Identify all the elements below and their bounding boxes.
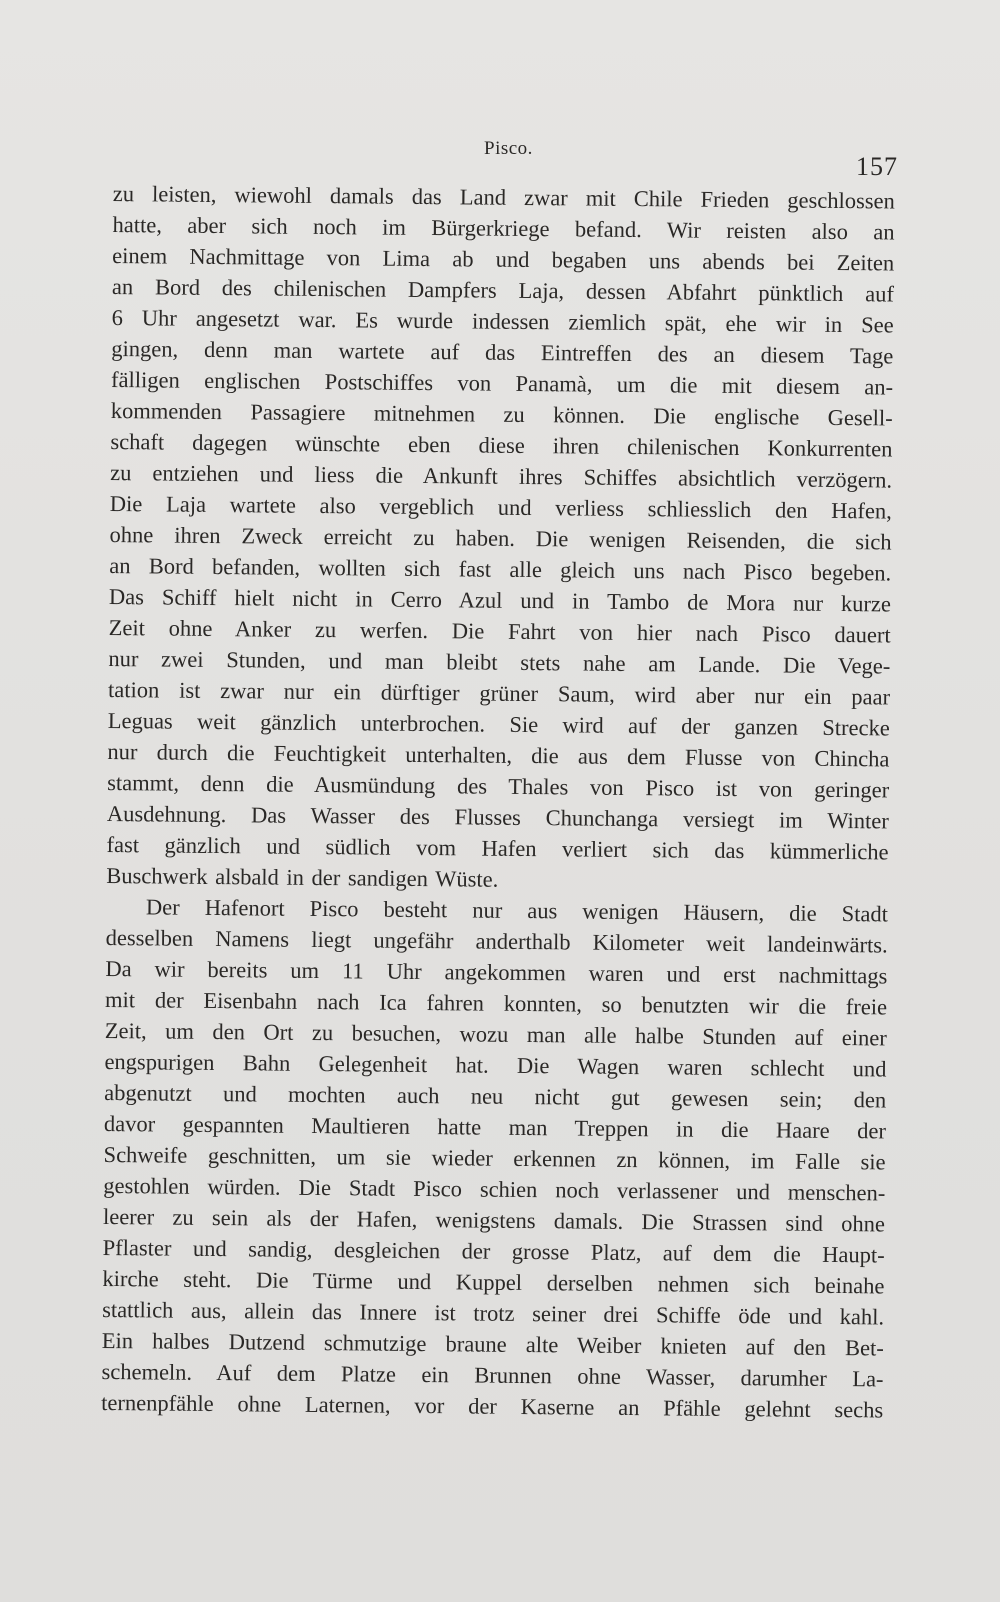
text-line: gingen, denn man wartete auf das Eintreffen des an diesem Tage <box>111 335 894 369</box>
text-line: kirche steht. Die Türme und Kuppel derselben nehmen sich beinahe <box>102 1265 885 1299</box>
text-line: davor gespannten Maultieren hatte man Treppen in die Haare der <box>103 1110 887 1144</box>
text-line: 6 Uhr angesetzt war. Es wurde indessen ziemlich spät, ehe wir in See <box>111 304 894 338</box>
text-line: fast gänzlich und südlich vom Hafen verliert sich das kümmerliche <box>106 831 889 865</box>
text-line: Ein halbes Dutzend schmutzige braune alte Weiber knieten auf den Bet- <box>101 1327 884 1361</box>
text-line: ternenpfähle ohne Laternen, vor der Kaserne an Pfähle gelehnt sechs <box>101 1389 884 1423</box>
text-line: einem Nachmittage von Lima ab und begaben uns abends bei Zeiten <box>112 242 895 276</box>
text-line: leerer zu sein als der Hafen, wenigstens damals. Die Strassen sind ohne <box>102 1203 886 1237</box>
text-line: Leguas weit gänzlich unterbrochen. Sie wird auf der ganzen Strecke <box>107 707 890 741</box>
text-line: gestohlen würden. Die Stadt Pisco schien noch verlassener und menschen- <box>103 1172 886 1206</box>
text-line: Ausdehnung. Das Wasser des Flusses Chunchanga versiegt im Winter <box>106 800 889 834</box>
text-line: hatte, aber sich noch im Bürgerkriege befand. Wir reisten also an <box>112 211 895 245</box>
body-text <box>101 178 895 1425</box>
text-line: zu entziehen und liess die Ankunft ihres Schiffes absichtlich verzögern. <box>110 459 893 493</box>
text-line: desselben Namens liegt ungefähr anderthalb Kilometer weit landeinwärts. <box>105 924 888 958</box>
text-line: ohne ihren Zweck erreicht zu haben. Die wenigen Reisenden, die sich <box>109 521 892 555</box>
text-line: Buschwerk alsbald in der sandigen Wüste. <box>106 862 499 892</box>
text-line: stammt, denn die Ausmündung des Thales von Pisco ist von geringer <box>107 769 890 803</box>
text-line: Das Schiff hielt nicht in Cerro Azul und in Tambo de Mora nur kurze <box>108 583 892 617</box>
text-line: Pflaster und sandig, desgleichen der grosse Platz, auf dem die Haupt- <box>102 1234 885 1268</box>
text-line: Zeit, um den Ort zu besuchen, wozu man alle halbe Stunden auf einer <box>104 1017 887 1051</box>
paragraph-2 <box>101 891 888 1425</box>
text-line: abgenutzt und mochten auch neu nicht gut gewesen sein; den <box>104 1079 887 1113</box>
text-line: stattlich aus, allein das Innere ist trotz seiner drei Schiffe öde und kahl. <box>102 1296 885 1330</box>
text-line: fälligen englischen Postschiffes von Panamà, um die mit diesem an- <box>110 366 894 400</box>
text-line: Zeit ohne Anker zu werfen. Die Fahrt von hier nach Pisco dauert <box>108 614 891 648</box>
text-line: Die Laja wartete also vergeblich und verliess schliesslich den Hafen, <box>109 490 892 524</box>
text-line: tation ist zwar nur ein dürftiger grüner Saum, wird aber nur ein paar <box>107 676 891 710</box>
text-line: Der Hafenort Pisco besteht nur aus wenigen Häusern, die Stadt <box>145 894 889 927</box>
text-line: nur durch die Feuchtigkeit unterhalten, die aus dem Flusse von Chincha <box>107 738 890 772</box>
text-line: schemeln. Auf dem Platze ein Brunnen ohne Wasser, darumher La- <box>101 1358 884 1392</box>
text-line: mit der Eisenbahn nach Ica fahren konnten, so benutzten wir die freie <box>104 986 888 1020</box>
paragraph-1 <box>106 178 895 898</box>
running-title: Pisco. <box>484 138 533 159</box>
text-line: an Bord des chilenischen Dampfers Laja, dessen Abfahrt pünktlich auf <box>111 273 895 307</box>
text-line: kommenden Passagiere mitnehmen zu können. Die englische Gesell- <box>110 397 893 431</box>
text-line: zu leisten, wiewohl damals das Land zwar mit Chile Frieden geschlossen <box>112 180 895 214</box>
text-line: Schweife geschnitten, um sie wieder erkennen zn können, im Falle sie <box>103 1141 886 1175</box>
text-line: Da wir bereits um 11 Uhr angekommen waren und erst nachmittags <box>105 955 888 989</box>
text-line: schaft dagegen wünschte eben diese ihren chilenischen Konkurrenten <box>110 428 893 462</box>
text-line: an Bord befanden, wollten sich fast alle gleich uns nach Pisco begeben. <box>109 552 892 586</box>
page-number: 157 <box>856 152 898 181</box>
text-line: engspurigen Bahn Gelegenheit hat. Die Wagen waren schlecht und <box>104 1048 887 1082</box>
text-line: nur zwei Stunden, und man bleibt stets nahe am Lande. Die Vege- <box>108 645 891 679</box>
